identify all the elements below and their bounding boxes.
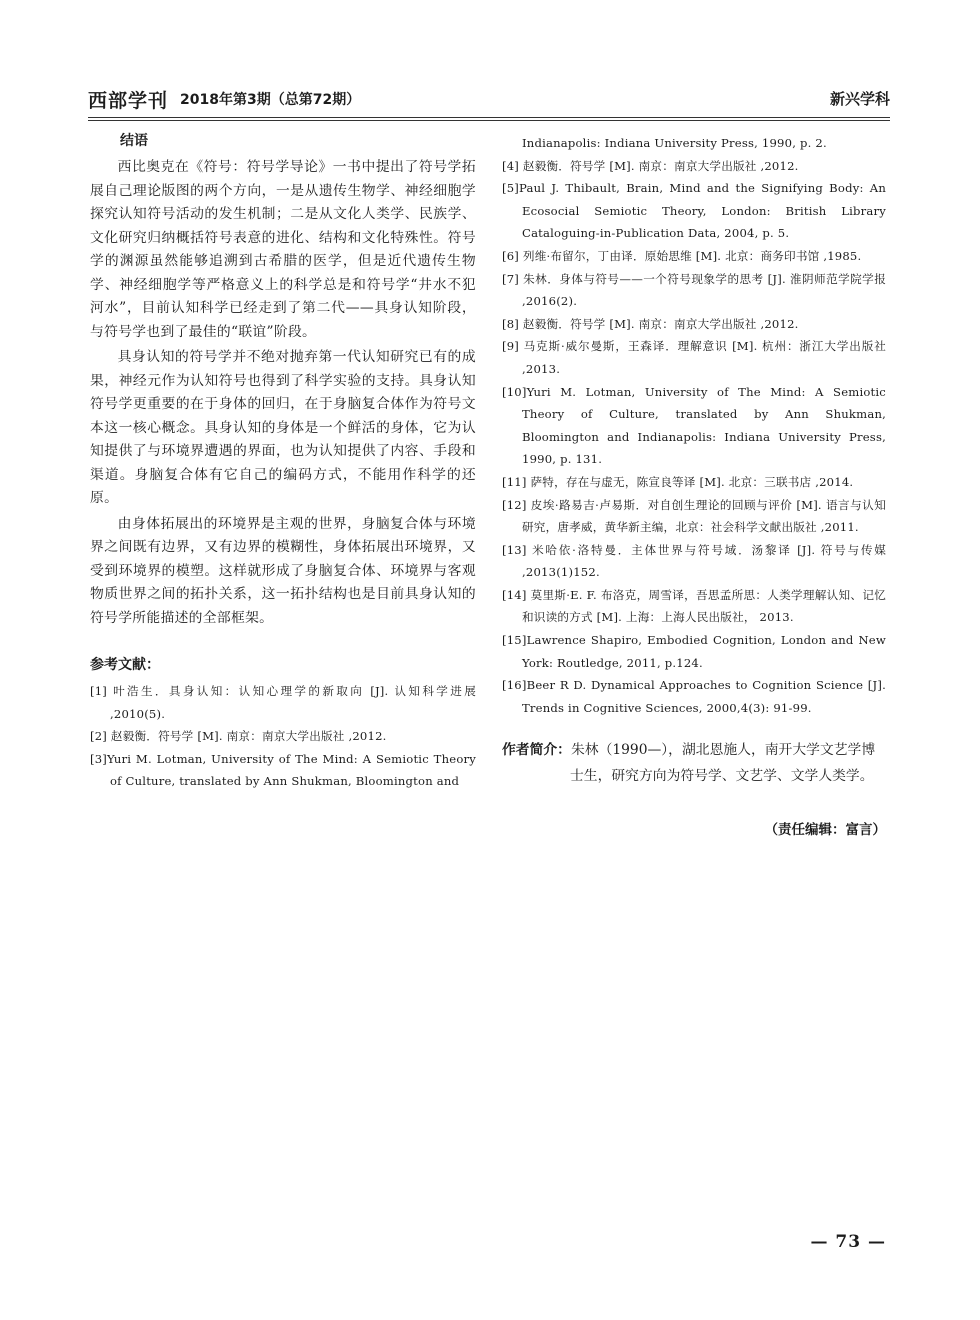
reference-item: [1] 叶浩生．具身认知：认知心理学的新取向 [J]. 认知科学进展 ,2010(5). xyxy=(90,684,476,721)
conclusion-paragraph: 具身认知的符号学并不绝对抛弃第一代认知研究已有的成果，神经元作为认知符号也得到了科学实验的支持。具身认知符号学更重要的在于身体的回归，在于身脑复合体作为符号文本这一核心概念。具身认知的身体是一个鲜活的身体，它为认知提供了与环境界遭遇的界面，也为认知提供了内容、手段和渠道。身脑复合体有它自己的编码方式，不能用作科学的还原。 xyxy=(90,349,476,506)
issue-info: 2018年第3期（总第72期） xyxy=(180,92,361,108)
conclusion-paragraph: 由身体拓展出的环境界是主观的世界，身脑复合体与环境界之间既有边界，又有边界的模糊性，身体拓展出环境界，又受到环境界的模塑。这样就形成了身脑复合体、环境界与客观物质世界之间的拓扑关系，这一拓扑结构也是目前具身认知的符号学所能描述的全部框架。 xyxy=(90,515,476,626)
author-bio-label: 作者简介： xyxy=(502,742,571,758)
reference-continuation: Indianapolis: Indiana University Press, 1990, p. 2. xyxy=(522,136,827,150)
reference-item: [7] 朱林．身体与符号——一个符号现象学的思考 [J]. 淮阴师范学院学报 ,2016(2). xyxy=(502,271,886,309)
reference-item: [4] 赵毅衡．符号学 [M]. 南京：南京大学出版社 ,2012. xyxy=(502,158,799,173)
reference-item: [6] 列维·布留尔，丁由译．原始思维 [M]. 北京：商务印书馆 ,1985. xyxy=(502,248,862,263)
reference-item: [8] 赵毅衡．符号学 [M]. 南京：南京大学出版社 ,2012. xyxy=(502,316,799,331)
reference-item: [5]Paul J. Thibault, Brain, Mind and the Signifying Body: An Ecosocial Semiotic Theory, London: British Library Cataloguing-in-Publication Data, 2004, p. 5. xyxy=(502,181,886,241)
reference-item: [9] 马克斯·威尔曼斯，王森译．理解意识 [M]. 杭州：浙江大学出版社 ,2013. xyxy=(502,339,886,376)
references-title: 参考文献： xyxy=(90,657,160,673)
page-header xyxy=(88,84,890,114)
right-column xyxy=(502,132,886,719)
reference-item: [3]Yuri M. Lotman, University of The Mind: A Semiotic Theory of Culture, translated by Ann Shukman, Bloomington and xyxy=(90,751,476,789)
page-number: — 73 — xyxy=(810,1232,886,1252)
journal-logo: 西部学刊 xyxy=(88,90,169,112)
section-name: 新兴学科 xyxy=(829,90,890,108)
reference-item: [13] 米哈依·洛特曼．主体世界与符号域．汤黎译 [J]. 符号与传媒 ,2013(1)152. xyxy=(502,542,886,580)
reference-item: [16]Beer R D. Dynamical Approaches to Cognition Science [J]. Trends in Cognitive Sciences, 2000,4(3): 91-99. xyxy=(502,678,886,715)
conclusion-paragraph: 西比奥克在《符号：符号学导论》一书中提出了符号学拓展自己理论版图的两个方向，一是从遗传生物学、神经细胞学探究认知符号活动的发生机制；二是从文化人类学、民族学、文化研究归纳概括符号表意的进化、结构和文化特殊性。符号学的渊源虽然能够追溯到古希腊的医学，但是近代遗传生物学、神经细胞学等严格意义上的科学总是和符号学“井水不犯河水”，目前认知科学已经走到了第二代——具身认知阶段，与符号学也到了最佳的“联谊”阶段。 xyxy=(90,159,476,340)
reference-item: [10]Yuri M. Lotman, University of The Mind: A Semiotic Theory of Culture, translated by Ann Shukman, Bloomington and Indianapolis: Indiana University Press, 1990, p. 131. xyxy=(502,384,886,467)
left-column xyxy=(90,130,476,793)
header-rule xyxy=(88,117,890,118)
reference-item: [14] 莫里斯·E. F. 布洛克，周雪译，吾思孟所思：人类学理解认知、记忆和识读的方式 [M]. 上海：上海人民出版社， 2013. xyxy=(502,587,886,625)
reference-item: [12] 皮埃·路易吉·卢易斯．对自创生理论的回顾与评价 [M]. 语言与认知研究，唐孝威，黄华新主编，北京：社会科学文献出版社 ,2011. xyxy=(502,497,886,535)
reference-item: [2] 赵毅衡．符号学 [M]. 南京：南京大学出版社 ,2012. xyxy=(90,729,387,744)
header-rule-thin xyxy=(88,120,890,121)
reference-item: [15]Lawrence Shapiro, Embodied Cognition, London and New York: Routledge, 2011, p.124. xyxy=(502,633,886,670)
reference-item: [11] 萨特，存在与虚无，陈宣良等译 [M]. 北京：三联书店 ,2014. xyxy=(502,474,854,489)
responsible-editor: （责任编辑：富言） xyxy=(764,822,886,838)
author-bio xyxy=(502,737,886,789)
conclusion-title: 结语 xyxy=(120,133,148,149)
author-bio-text: 朱林（1990—），湖北恩施人，南开大学文艺学博士生，研究方向为符号学、文艺学、文学人类学。 xyxy=(570,742,876,784)
